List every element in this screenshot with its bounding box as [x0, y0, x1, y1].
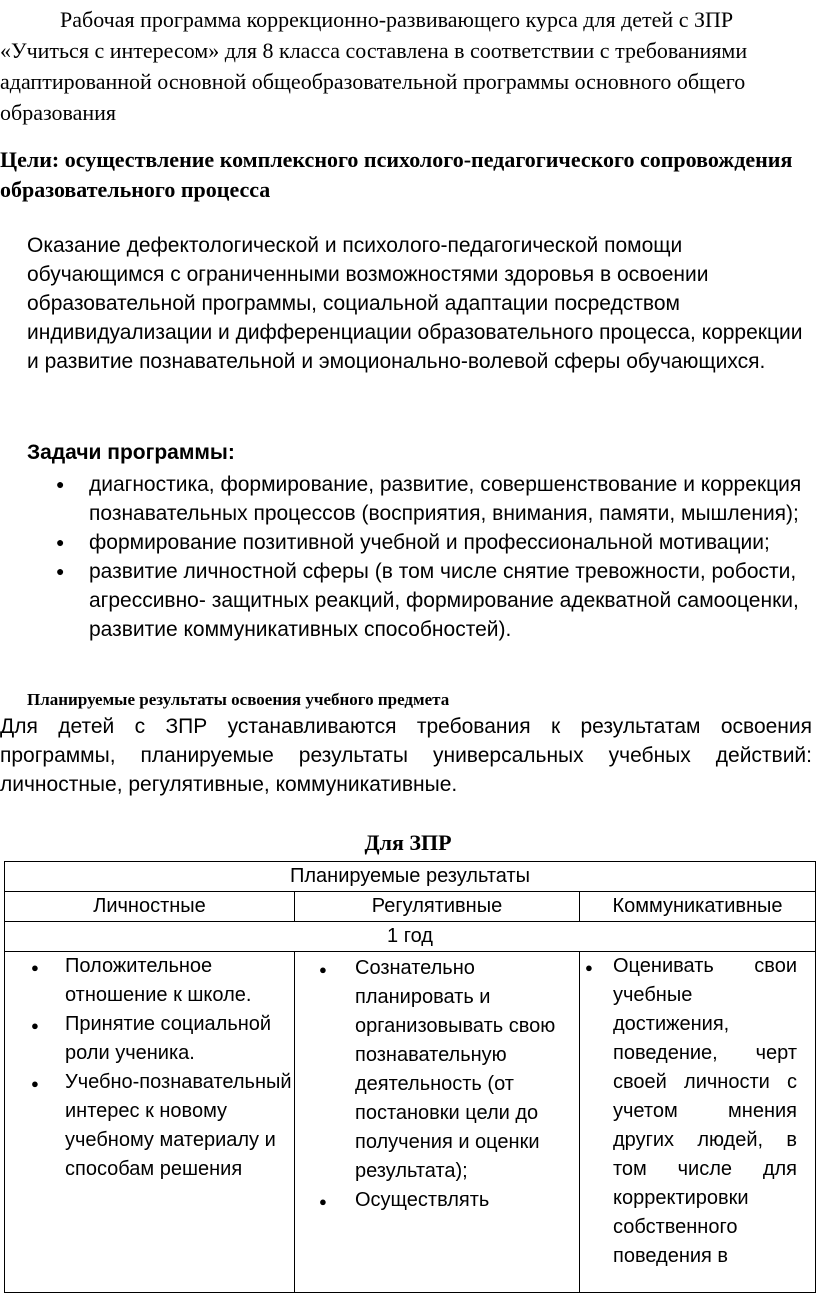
- intro-text: Рабочая программа коррекционно-развивающего курса для детей с ЗПР «Учиться с интересом» для 8 класса составлена в соответствии с требованиями адаптированной основной общеобразовательной программы основного общего образования: [0, 7, 748, 125]
- bullet-dot-icon: ●: [56, 563, 65, 579]
- list-item: ● Принятие социальной роли ученика.: [31, 1013, 272, 1064]
- list-item: [52, 528, 814, 557]
- bullet-dot-icon: ●: [56, 534, 65, 550]
- list-item: ● Положительное отношение к школе.: [31, 955, 252, 1006]
- list-item: ● Оценивать свои учебные достижения, поведение, черт своей личности с учетом мнения других людей, в том числе для корректировки собственного поведения в: [585, 955, 797, 1267]
- list-item: [52, 557, 814, 644]
- bullet-dot-icon: ●: [31, 1076, 39, 1091]
- tasks-list: [52, 470, 814, 644]
- goal-heading: Цели: осуществление комплексного психолого-педагогического сопровождения образовательного процесса: [0, 147, 793, 202]
- bullet-dot-icon: ●: [319, 1194, 327, 1209]
- table-title: Для ЗПР: [364, 830, 452, 855]
- results-heading: Планируемые результаты освоения учебного предмета: [27, 690, 450, 709]
- column-header-communicative: Коммуникативные: [580, 892, 816, 922]
- task-text: диагностика, формирование, развитие, совершенствование и коррекция познавательных процессов (восприятия, внимания, памяти, мышления);: [89, 473, 802, 525]
- results-description: Для детей с ЗПР устанавливаются требования к результатам освоения программы, планируемые результаты универсальных учебных действий: личностные, регулятивные, коммуникативные.: [0, 715, 812, 796]
- bullet-dot-icon: ●: [585, 960, 593, 975]
- table-header: Планируемые результаты: [5, 862, 816, 892]
- column-header-regulatory: Регулятивные: [295, 892, 580, 922]
- list-item: [52, 470, 814, 528]
- list-item: ● Сознательно планировать и организовывать свою познавательную деятельность (от постановки цели до получения и оценки результата);: [319, 957, 556, 1182]
- bullet-dot-icon: ●: [319, 962, 327, 977]
- column-header-personal: Личностные: [5, 892, 295, 922]
- task-text: развитие личностной сферы (в том числе снятие тревожности, робости, агрессивно- защитных реакций, формирование адекватной самооценки, развитие коммуникативных способностей).: [89, 560, 799, 641]
- bullet-dot-icon: ●: [56, 476, 65, 492]
- communicative-cell: [580, 952, 816, 1293]
- results-table: [4, 861, 816, 1293]
- tasks-heading: Задачи программы:: [27, 441, 235, 464]
- task-text: формирование позитивной учебной и профессиональной мотивации;: [89, 531, 770, 554]
- goal-description: Оказание дефектологической и психолого-педагогической помощи обучающимся с ограниченными возможностями здоровья в освоении образовательной программы, социальной адаптации посредством индивидуализации и дифференциации образовательного процесса, коррекции и развитие познавательной и эмоционально-волевой сферы обучающихся.: [27, 234, 803, 373]
- list-item: ● Осуществлять: [355, 1186, 579, 1215]
- bullet-dot-icon: ●: [31, 1018, 39, 1033]
- year-row: 1 год: [5, 922, 816, 952]
- regulatory-cell: [295, 952, 580, 1293]
- list-item: ● Учебно-познавательный интерес к новому учебному материалу и способам решения: [31, 1071, 292, 1180]
- intro-paragraph: [0, 4, 810, 128]
- bullet-dot-icon: ●: [31, 960, 39, 975]
- personal-cell: [5, 952, 295, 1293]
